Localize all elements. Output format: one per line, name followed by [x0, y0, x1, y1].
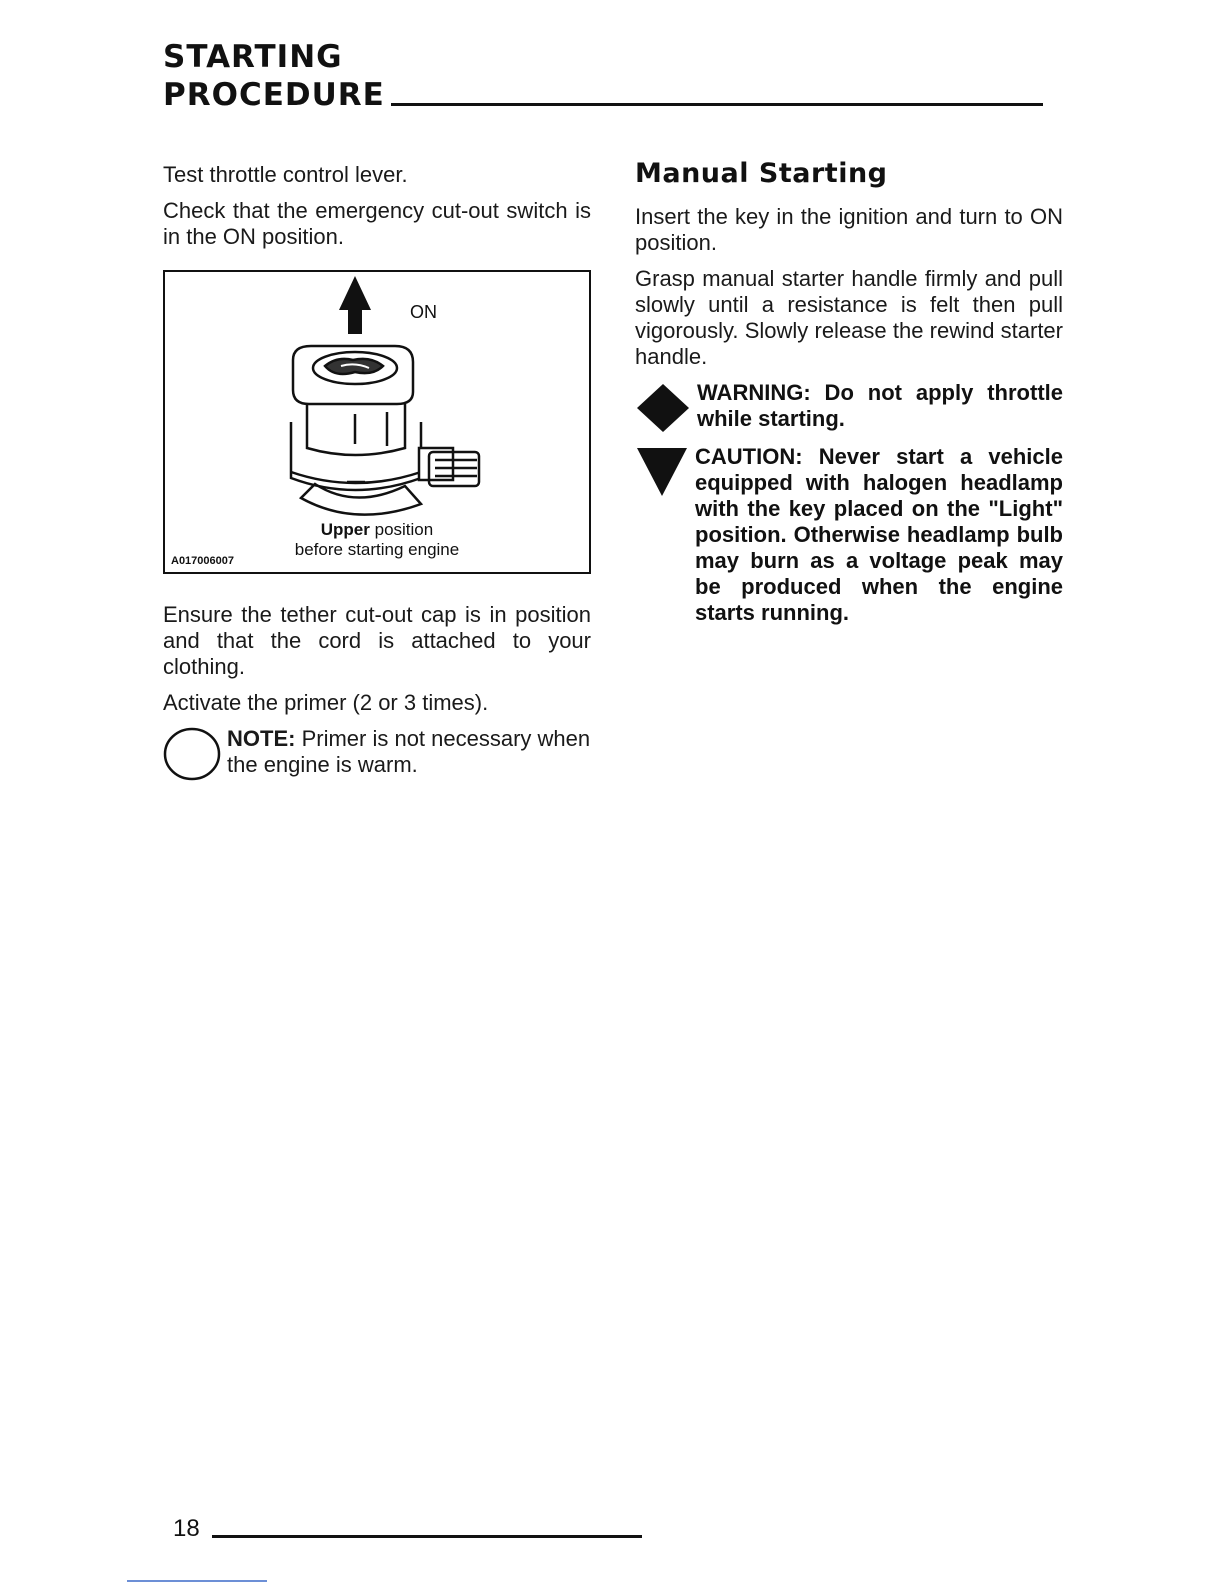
page-header	[163, 38, 1043, 114]
right-column	[635, 158, 1063, 634]
paragraph-check-switch: Check that the emergency cut-out switch is in the ON position.	[163, 198, 591, 249]
figure-caption-bold: Upper	[320, 520, 370, 539]
figure-code: A017006007	[171, 555, 235, 567]
header-rule	[391, 103, 1043, 106]
caution-triangle-icon	[635, 444, 689, 500]
page-number: 18	[173, 1515, 200, 1542]
figure-on-label: ON	[410, 302, 437, 322]
manual-starting-heading: Manual Starting	[635, 158, 888, 189]
caution-notice	[635, 444, 1063, 626]
footer-rule	[212, 1535, 642, 1538]
paragraph-primer: Activate the primer (2 or 3 times).	[163, 690, 489, 715]
paragraph-insert-key: Insert the key in the ignition and turn to ON position.	[635, 204, 1063, 255]
switch-drawing	[291, 346, 479, 515]
figure-caption-2: before starting engine	[294, 540, 460, 559]
note-circle-icon	[163, 726, 223, 782]
warning-notice	[635, 380, 1063, 436]
note-notice	[163, 726, 591, 782]
page-footer	[173, 1515, 642, 1543]
note-text	[227, 726, 591, 778]
figure-caption-rest: position	[369, 520, 434, 539]
title-line-2: PROCEDURE	[163, 77, 385, 113]
warning-text: WARNING: Do not apply throttle while starting.	[697, 380, 1063, 431]
paragraph-test-throttle: Test throttle control lever.	[163, 162, 408, 187]
note-label: NOTE:	[227, 726, 296, 751]
title-line-1: STARTING	[163, 39, 343, 75]
paragraph-grasp-handle: Grasp manual starter handle firmly and pull slowly until a resistance is felt then pull vigorously. Slowly release the rewind starter handle.	[635, 266, 1063, 369]
caution-text: CAUTION: Never start a vehicle equipped with halogen headlamp with the key placed on the "Light" position. Otherwise headlamp bulb may burn as a voltage peak may be produced when the engine starts running.	[695, 444, 1063, 625]
figure-caption-1	[165, 520, 589, 540]
switch-figure	[163, 270, 591, 574]
title-line-2-row	[163, 76, 1043, 114]
paragraph-tether: Ensure the tether cut-out cap is in position and that the cord is attached to your clothing.	[163, 602, 591, 679]
left-column	[163, 162, 591, 790]
warning-diamond-icon	[635, 380, 691, 436]
note-body: Primer is not necessary when the engine is warm.	[227, 726, 591, 777]
bottom-underline	[127, 1580, 267, 1582]
up-arrow-icon	[339, 276, 371, 334]
